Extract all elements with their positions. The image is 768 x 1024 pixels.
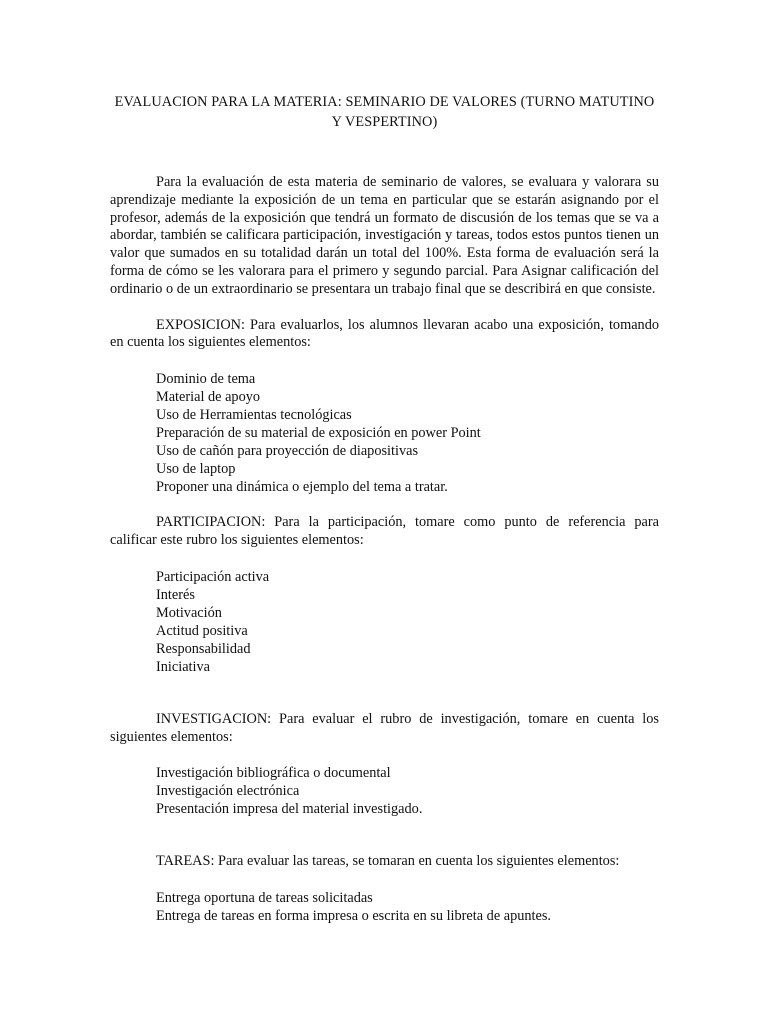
list-item: Presentación impresa del material investigado. [156, 801, 423, 818]
list-item: Material de apoyo [156, 389, 261, 406]
list-item: Proponer una dinámica o ejemplo del tema a tratar. [156, 479, 448, 496]
list-item: Investigación electrónica [156, 783, 300, 800]
list-item: Participación activa [156, 568, 270, 585]
list-item: Uso de laptop [156, 461, 236, 478]
list-item: Dominio de tema [156, 371, 256, 388]
intro-paragraph: Para la evaluación de esta materia de seminario de valores, se evaluara y valorara su aprendizaje mediante la exposición de un tema en particular que se estarán asignando por el profesor, además de la exposición que tendrá un formato de discusión de los temas que se va a abordar, también se calificara participación, investigación y tareas, todos estos puntos tienen un valor que sumados en su totalidad darán un total del 100%. Esta forma de evaluación será la forma de cómo se les valorara para el primero y segundo parcial. Para Asignar calificación del ordinario o de un extraordinario se presentara un trabajo final que se describirá en que consiste. [110, 174, 659, 297]
list-item: Responsabilidad [156, 640, 251, 657]
tareas-list [110, 889, 659, 925]
list-item: Entrega de tareas en forma impresa o escrita en su libreta de apuntes. [156, 908, 551, 925]
list-item: Entrega oportuna de tareas solicitadas [156, 890, 373, 907]
investigacion-list [110, 764, 659, 818]
participacion-list [110, 568, 659, 676]
document-page [110, 92, 659, 925]
investigacion-paragraph: INVESTIGACION: Para evaluar el rubro de investigación, tomare en cuenta los siguientes elementos: [110, 710, 659, 745]
list-item: Investigación bibliográfica o documental [156, 765, 391, 782]
list-item: Interés [156, 586, 195, 603]
document-title: EVALUACION PARA LA MATERIA: SEMINARIO DE VALORES (TURNO MATUTINO Y VESPERTINO) [114, 94, 655, 130]
list-item: Uso de cañón para proyección de diapositivas [156, 443, 419, 460]
list-item: Uso de Herramientas tecnológicas [156, 407, 352, 424]
exposicion-paragraph: EXPOSICION: Para evaluarlos, los alumnos llevaran acabo una exposición, tomando en cuenta los siguientes elementos: [110, 316, 659, 351]
tareas-paragraph: TAREAS: Para evaluar las tareas, se tomaran en cuenta los siguientes elementos: [156, 853, 620, 870]
list-item: Iniciativa [156, 658, 210, 675]
list-item: Motivación [156, 604, 222, 621]
list-item: Preparación de su material de exposición en power Point [156, 425, 481, 442]
exposicion-list [110, 370, 659, 496]
list-item: Actitud positiva [156, 622, 248, 639]
participacion-paragraph: PARTICIPACION: Para la participación, tomare como punto de referencia para calificar este rubro los siguientes elementos: [110, 514, 659, 548]
